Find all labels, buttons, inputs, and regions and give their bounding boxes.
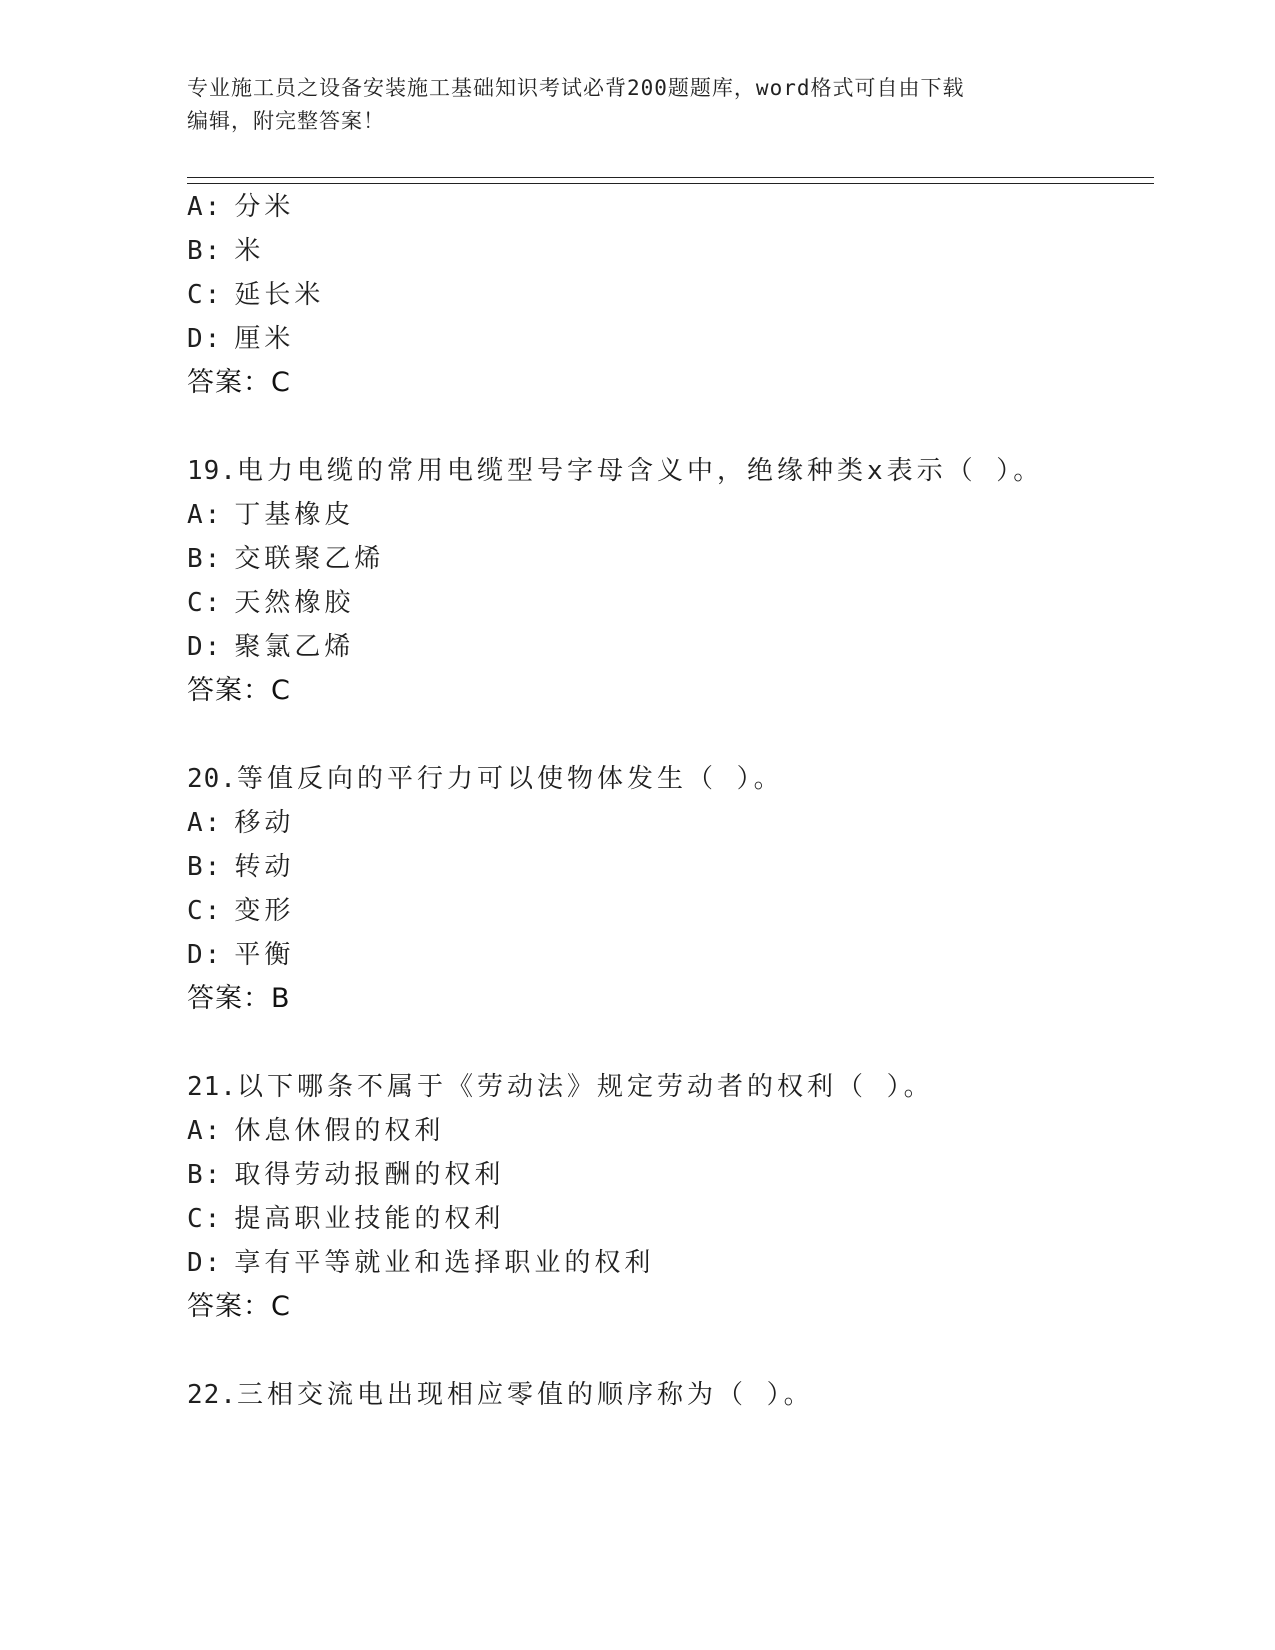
- option-text: 移动: [234, 808, 295, 838]
- option-label: B:: [187, 236, 223, 266]
- option-label: D:: [187, 1248, 223, 1278]
- header-line-2: 编辑，附完整答案！: [187, 109, 385, 133]
- header-rule-top: [187, 177, 1154, 178]
- q20-option-c: [187, 894, 294, 928]
- q19-option-d: [187, 630, 354, 664]
- q18-answer: 答案：C: [187, 367, 291, 398]
- option-text: 享有平等就业和选择职业的权利: [234, 1248, 655, 1278]
- q20-option-d: [187, 938, 294, 972]
- q19-option-a: [187, 498, 354, 532]
- header-rule-bottom: [187, 183, 1154, 184]
- option-label: A:: [187, 192, 223, 222]
- q20-stem: [187, 762, 784, 796]
- q18-option-a: [187, 190, 294, 224]
- option-text: 休息休假的权利: [234, 1116, 445, 1146]
- option-text: 平衡: [234, 940, 295, 970]
- q19-answer: 答案：C: [187, 675, 291, 706]
- question-number: 21.: [187, 1072, 237, 1102]
- option-label: C:: [187, 588, 223, 618]
- option-label: D:: [187, 324, 223, 354]
- q19-stem: [187, 454, 1043, 488]
- option-text: 延长米: [234, 280, 325, 310]
- document-header: [187, 72, 1067, 138]
- option-label: B:: [187, 544, 223, 574]
- option-label: C:: [187, 280, 223, 310]
- question-text: 等值反向的平行力可以使物体发生（ ）。: [236, 764, 784, 794]
- q20-answer: 答案：B: [187, 983, 291, 1014]
- q19-option-c: [187, 586, 354, 620]
- q21-stem: [187, 1070, 934, 1104]
- option-label: D:: [187, 632, 223, 662]
- question-text: 电力电缆的常用电缆型号字母含义中，绝缘种类x表示（ ）。: [236, 456, 1044, 486]
- option-label: B:: [187, 1160, 223, 1190]
- option-text: 丁基橡皮: [234, 500, 355, 530]
- option-text: 天然橡胶: [234, 588, 355, 618]
- option-text: 转动: [234, 852, 295, 882]
- q20-option-b: [187, 850, 294, 884]
- q19-option-b: [187, 542, 384, 576]
- option-label: A:: [187, 1116, 223, 1146]
- question-number: 20.: [187, 764, 237, 794]
- question-text: 三相交流电出现相应零值的顺序称为（ ）。: [236, 1380, 814, 1410]
- q18-option-b: [187, 234, 264, 268]
- option-text: 提高职业技能的权利: [234, 1204, 505, 1234]
- question-number: 19.: [187, 456, 237, 486]
- option-text: 米: [234, 236, 265, 266]
- q21-option-b: [187, 1158, 504, 1192]
- option-label: B:: [187, 852, 223, 882]
- option-text: 交联聚乙烯: [234, 544, 385, 574]
- option-text: 变形: [234, 896, 295, 926]
- question-text: 以下哪条不属于《劳动法》规定劳动者的权利（ ）。: [236, 1072, 934, 1102]
- q18-option-d: [187, 322, 294, 356]
- q20-option-a: [187, 806, 294, 840]
- header-line-1: 专业施工员之设备安装施工基础知识考试必背200题题库，word格式可自由下载: [187, 76, 965, 100]
- option-label: A:: [187, 500, 223, 530]
- q21-option-c: [187, 1202, 504, 1236]
- option-text: 分米: [234, 192, 295, 222]
- q18-option-c: [187, 278, 324, 312]
- q21-option-d: [187, 1246, 654, 1280]
- option-label: C:: [187, 896, 223, 926]
- option-text: 聚氯乙烯: [234, 632, 355, 662]
- option-label: C:: [187, 1204, 223, 1234]
- option-text: 取得劳动报酬的权利: [234, 1160, 505, 1190]
- question-number: 22.: [187, 1380, 237, 1410]
- option-label: D:: [187, 940, 223, 970]
- option-text: 厘米: [234, 324, 295, 354]
- option-label: A:: [187, 808, 223, 838]
- q21-answer: 答案：C: [187, 1291, 291, 1322]
- q22-stem: [187, 1378, 814, 1412]
- q21-option-a: [187, 1114, 444, 1148]
